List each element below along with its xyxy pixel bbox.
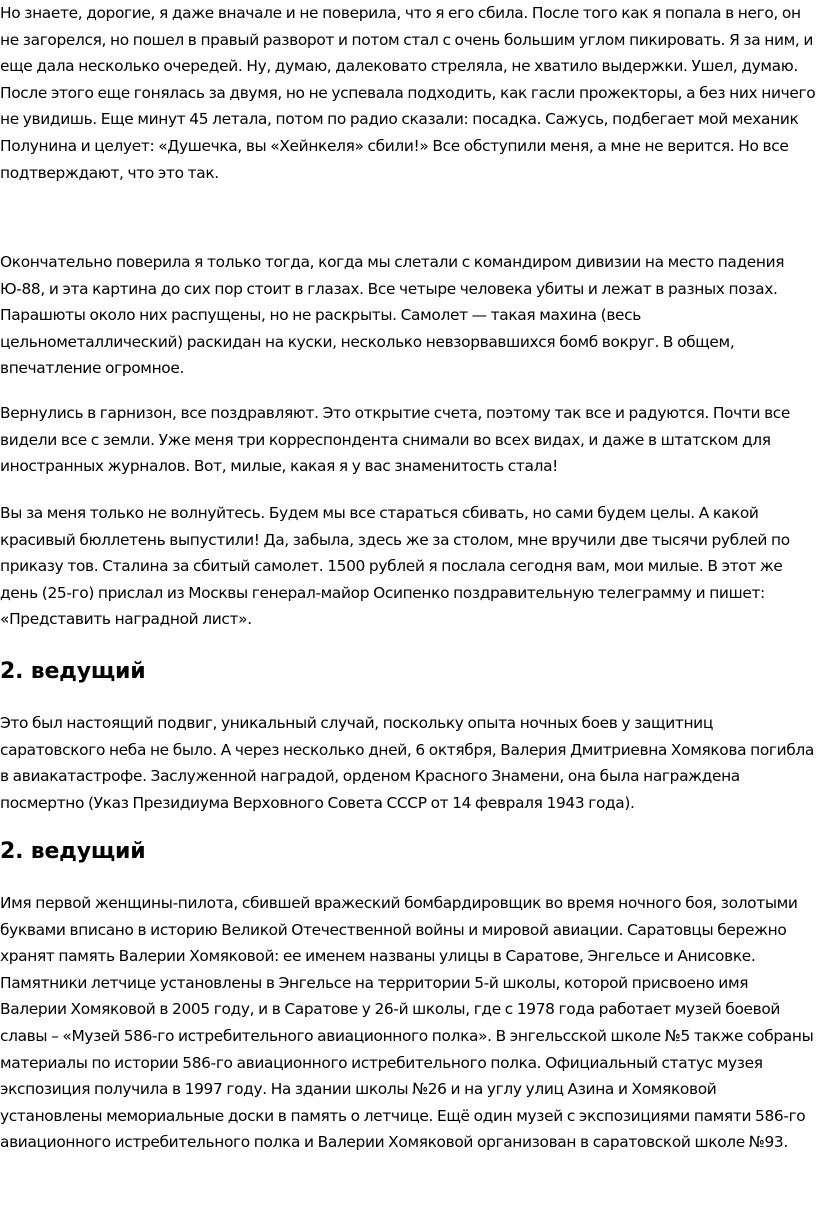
paragraph-letter-part-3: Вернулись в гарнизон, все поздравляют. Это открытие счета, поэтому так все и радуются. Почти все видели все с земли. Уже меня три корреспондента снимали во всех видах, и даже в штатском для иностранных журналов. Вот, милые, какая я у вас знаменитость стала! [0, 404, 791, 476]
paragraph-letter-part-1: Но знаете, дорогие, я даже вначале и не поверила, что я его сбила. После того как я попала в него, он не загорелся, но пошел в правый разворот и потом стал с очень большим углом пикировать. Я за ним, и еще дала несколько очередей. Ну, думаю, далековато стреляла, не хватило выдержки. Ушел, думаю. После этого еще гонялась за двумя, но не успевала подходить, как гасли прожекторы, а без них ничего не увидишь. Еще минут 45 летала, потом по радио сказали: посадка. Сажусь, подбегает мой механик Полунина и целует: «Душечка, вы «Хейнкеля» сбили!» Все обступили меня, а мне не верится. Но все подтверждают, что это так. [0, 4, 816, 182]
section-heading-second: 2. ведущий [0, 839, 146, 864]
paragraph-letter-part-4: Вы за меня только не волнуйтесь. Будем мы все стараться сбивать, но сами будем целы. А какой красивый бюллетень выпустили! Да, забыла, здесь же за столом, мне вручили две тысячи рублей по приказу тов. Сталина за сбитый самолет. 1500 рублей я послала сегодня вам, мои милые. В этот же день (25-го) прислал из Москвы генерал-майор Осипенко поздравительную телеграмму и пишет: «Представить наградной лист». [0, 504, 790, 629]
paragraph-narrator-2: Имя первой женщины-пилота, сбившей вражеский бомбардировщик во время ночного боя, золотыми буквами вписано в историю Великой Отечественной войны и мировой авиации. Саратовцы бережно хранят память Валерии Хомяковой: ее именем названы улицы в Саратове, Энгельсе и Анисовке. Памятники летчице установлены в Энгельсе на территории 5-й школы, которой присвоено имя Валерии Хомяковой в 2005 году, и в Саратове у 26-й школы, где с 1978 года работает музей боевой славы – «Музей 586-го истребительного авиационного полка». В энгельсской школе №5 также собраны материалы по истории 586-го авиационного истребительного полка. Официальный статус музея экспозиция получила в 1997 году. На здании школы №26 и на углу улиц Азина и Хомяковой установлены мемориальные доски в память о летчице. Ещё один музей с экспозициями памяти 586-го авиационного истребительного полка и Валерии Хомяковой организован в саратовской школе №93. [0, 894, 814, 1152]
section-heading-first: 2. ведущий [0, 659, 146, 684]
paragraph-letter-part-2: Окончательно поверила я только тогда, когда мы слетали с командиром дивизии на место падения Ю-88, и эта картина до сих пор стоит в глазах. Все четыре человека убиты и лежат в разных позах. Парашюты около них распущены, но не раскрыты. Самолет — такая махина (весь цельнометаллический) раскидан на куски, несколько невзорвавшихся бомб вокруг. В общем, впечатление огромное. [0, 253, 785, 378]
paragraph-narrator-1: Это был настоящий подвиг, уникальный случай, поскольку опыта ночных боев у защитниц саратовского неба не было. А через несколько дней, 6 октября, Валерия Дмитриевна Хомякова погибла в авиакатастрофе. Заслуженной наградой, орденом Красного Знамени, она была награждена посмертно (Указ Президиума Верховного Совета СССР от 14 февраля 1943 года). [0, 714, 814, 812]
